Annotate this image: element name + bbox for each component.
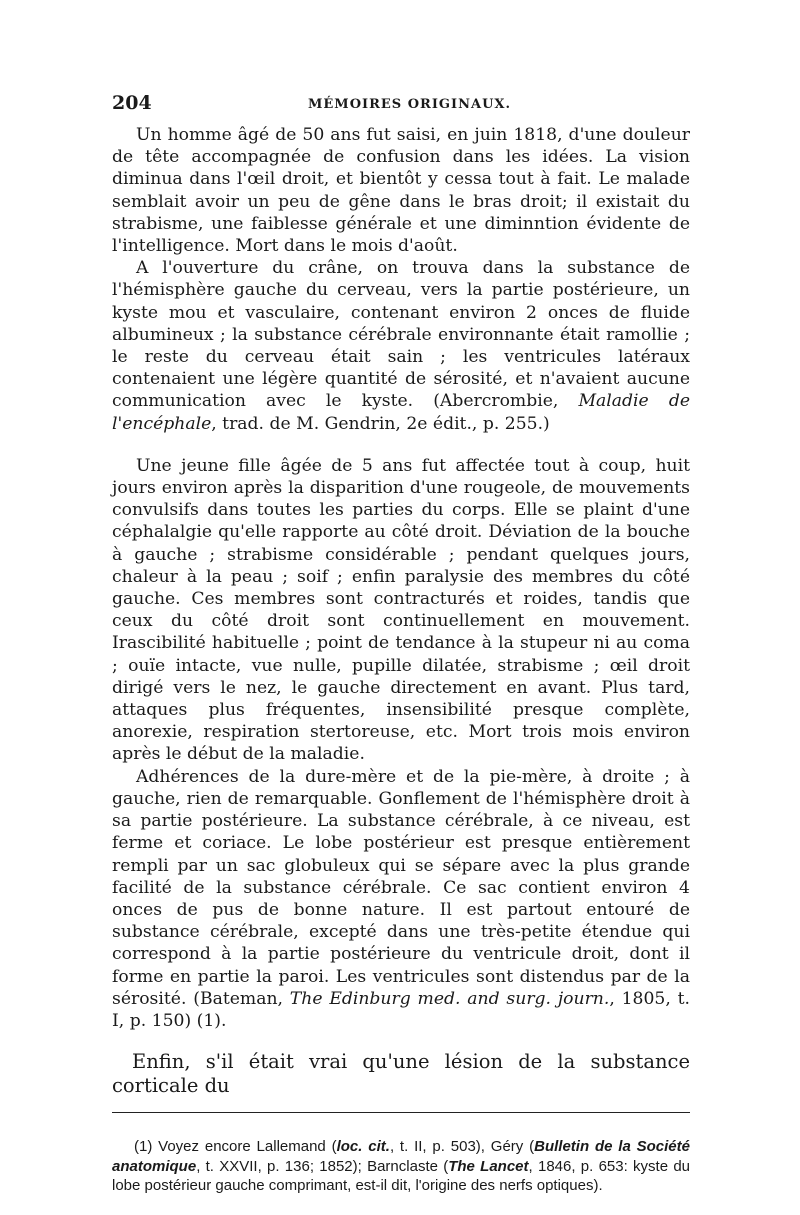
footnote-part-5: , t. XXVII, p. 136; 1852); Barnclaste ( [196,1157,449,1175]
case-2-citation-rest: , 1805, t. I, p. 150) (1). [112,988,691,1031]
running-head [112,88,690,118]
case-2-autopsy-text: Adhérences de la dure-mère et de la pie-mère, à droite ; à gauche, rien de remarquable. Gonflement de l'hémisphère droit à sa partie postérieure. La substance cérébrale, à ce niveau, est ferme et coriace. Le lobe postérieur est presque entièrement rempli par un sac globuleux qui se sépare avec la plus grande facilité de la substance cérébrale. Ce sac contient environ 4 onces de pus de bonne nature. Il est partout entouré de substance cérébrale, excepté dans une très-petite étendue qui correspond à la partie postérieure du ventricule droit, dont il forme en partie la paroi. Les ventricules sont distendus par de la sérosité. (Bateman, [112,766,690,1009]
running-title: MÉMOIRES ORIGINAUX. [308,97,512,112]
footnote-part-1: (1) Voyez encore Lallemand ( [134,1138,337,1156]
footnote-divider [112,1112,690,1113]
page-number: 204 [112,92,152,114]
case-2-citation-title: The Edinburg med. and surg. journ. [289,988,610,1009]
case-1-paragraph-1: Un homme âgé de 50 ans fut saisi, en juin 1818, d'une douleur de tête accompagnée de confusion dans les idées. La vision diminua dans l'œil droit, et bientôt y cessa tout à fait. Le malade semblait avoir un peu de gêne dans le bras droit; il existait du strabisme, une faiblesse générale et une diminntion évidente de l'intelligence. Mort dans le mois d'août. [112,125,690,257]
footnote-part-2: loc. cit. [336,1138,390,1156]
case-2-paragraph-2 [112,766,690,1032]
closing-line: Enfin, s'il était vrai qu'une lésion de la substance corticale du [112,1050,690,1098]
footnote [112,1137,690,1196]
case-2-paragraph-1: Une jeune fille âgée de 5 ans fut affectée tout à coup, huit jours environ après la disparition d'une rougeole, de mouvements convulsifs dans toutes les parties du corps. Elle se plaint d'une céphalalgie qu'elle rapporte au côté droit. Déviation de la bouche à gauche ; strabisme considérable ; pendant quelques jours, chaleur à la peau ; soif ; enfin paralysie des membres du côté gauche. Ces membres sont contracturés et roides, tandis que ceux du côté droit sont continuellement en mouvement. Irascibilité habituelle ; point de tendance à la stupeur ni au coma ; ouïe intacte, vue nulle, pupille dilatée, strabisme ; œil droit dirigé vers le nez, le gauche directement en avant. Plus tard, attaques plus fréquentes, insensibilité presque complète, anorexie, respiration stertoreuse, etc. Mort trois mois environ après le début de la maladie. [112,455,690,765]
footnote-part-7: , 1846, p. 653: kyste du lobe postérieur gauche comprimant, est-il dit, l'origine des nerfs optiques). [112,1157,691,1195]
book-page [112,88,690,1196]
footnote-part-6: The Lancet [448,1157,529,1175]
case-1-autopsy-text: A l'ouverture du crâne, on trouva dans la substance de l'hémisphère gauche du cerveau, vers la partie postérieure, un kyste mou et vasculaire, contenant environ 2 onces de fluide albumineux ; la substance cérébrale environnante était ramollie ; le reste du cerveau était sain ; les ventricules latéraux contenaient une légère quantité de sérosité, et n'avaient aucune communication avec le kyste. (Abercrombie, [112,258,690,412]
footnote-part-3: , t. II, p. 503), Géry ( [389,1138,535,1156]
case-1-citation-rest: , trad. de M. Gendrin, 2e édit., p. 255.) [211,413,550,434]
case-1-paragraph-2 [112,257,690,435]
case-1-citation-title: Maladie de l'encéphale [112,391,690,434]
footnote-part-4: Bulletin de la Société anatomique [112,1138,690,1175]
